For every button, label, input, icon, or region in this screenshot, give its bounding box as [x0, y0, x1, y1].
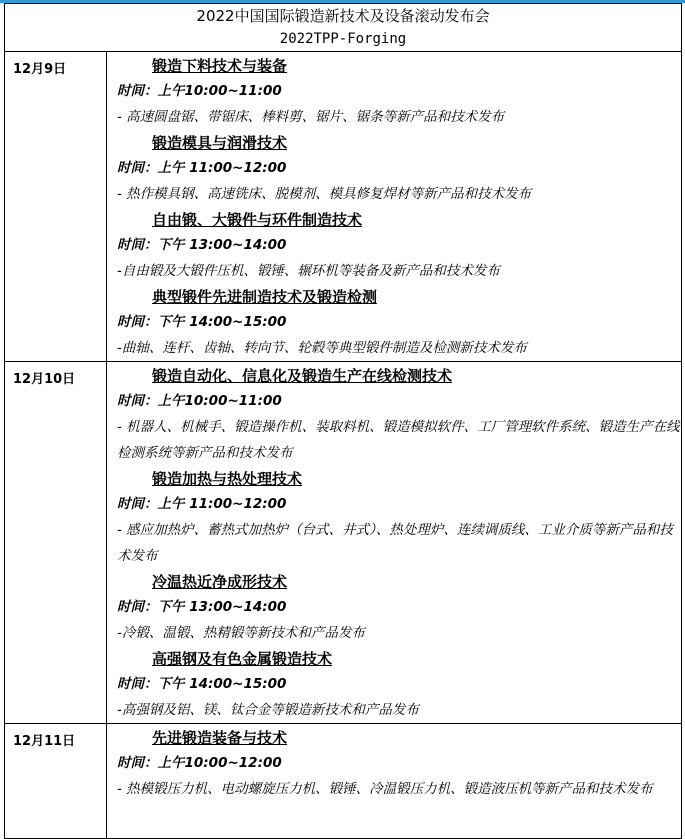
day-row — [5, 724, 682, 839]
day-date: 12月11日 — [5, 724, 107, 839]
day-date: 12月9日 — [5, 52, 107, 362]
day-sessions — [107, 724, 682, 839]
session-desc: - 热作模具钢、高速铣床、脱模剂、模具修复焊材等新产品和技术发布 — [117, 186, 532, 202]
session-title: 锻造模具与润滑技术 — [152, 134, 288, 152]
session-title: 冷温热近净成形技术 — [152, 573, 288, 591]
session-desc: -高强钢及铝、镁、钛合金等锻造新技术和产品发布 — [117, 702, 419, 718]
title-line-2: 2022TPP-Forging — [279, 31, 407, 47]
header-cell — [5, 4, 682, 52]
session-desc: - 机器人、机械手、锻造操作机、装取料机、锻造模拟软件、工厂管理软件系统、锻造生产在线检测系统等新产品和技术发布 — [117, 419, 680, 461]
session-time: 时间：下午 13:00~14:00 — [117, 237, 287, 253]
session-desc: - 高速圆盘锯、带锯床、棒料剪、锯片、锯条等新产品和技术发布 — [117, 109, 505, 125]
schedule-table — [4, 3, 682, 839]
day-date: 12月10日 — [5, 362, 107, 724]
day-row — [5, 52, 682, 362]
title-line-1: 2022中国国际锻造新技术及设备滚动发布会 — [196, 7, 490, 25]
session-title: 高强钢及有色金属锻造技术 — [152, 650, 333, 668]
session-time: 时间：上午10:00~11:00 — [117, 83, 282, 99]
session-time: 时间：下午 13:00~14:00 — [117, 599, 287, 615]
session-desc: - 热模锻压力机、电动螺旋压力机、锻锤、冷温锻压力机、锻造液压机等新产品和技术发布 — [117, 781, 653, 797]
session-title: 先进锻造装备与技术 — [152, 729, 288, 747]
session-desc: - 感应加热炉、蓄热式加热炉（台式、井式）、热处理炉、连续调质线、工业介质等新产品和技术发布 — [117, 522, 673, 564]
session-title: 典型锻件先进制造技术及锻造检测 — [152, 288, 378, 306]
session-desc: -自由锻及大锻件压机、锻锤、辗环机等装备及新产品和技术发布 — [117, 263, 500, 279]
session-time: 时间：上午 11:00~12:00 — [117, 496, 287, 512]
session-title: 自由锻、大锻件与环件制造技术 — [152, 211, 363, 229]
session-desc: -冷锻、温锻、热精锻等新技术和产品发布 — [117, 625, 365, 641]
session-title: 锻造加热与热处理技术 — [152, 470, 303, 488]
session-time: 时间：下午 14:00~15:00 — [117, 676, 287, 692]
day-sessions — [107, 362, 682, 724]
session-time: 时间：上午10:00~12:00 — [117, 755, 282, 771]
session-time: 时间：上午10:00~11:00 — [117, 393, 282, 409]
session-time: 时间：下午 14:00~15:00 — [117, 314, 287, 330]
session-desc: -曲轴、连杆、齿轴、转向节、轮毂等典型锻件制造及检测新技术发布 — [117, 340, 527, 356]
session-title: 锻造自动化、信息化及锻造生产在线检测技术 — [152, 367, 453, 385]
session-title: 锻造下料技术与装备 — [152, 57, 288, 75]
day-row — [5, 362, 682, 724]
session-time: 时间：上午 11:00~12:00 — [117, 160, 287, 176]
day-sessions — [107, 52, 682, 362]
header-row — [5, 4, 682, 52]
